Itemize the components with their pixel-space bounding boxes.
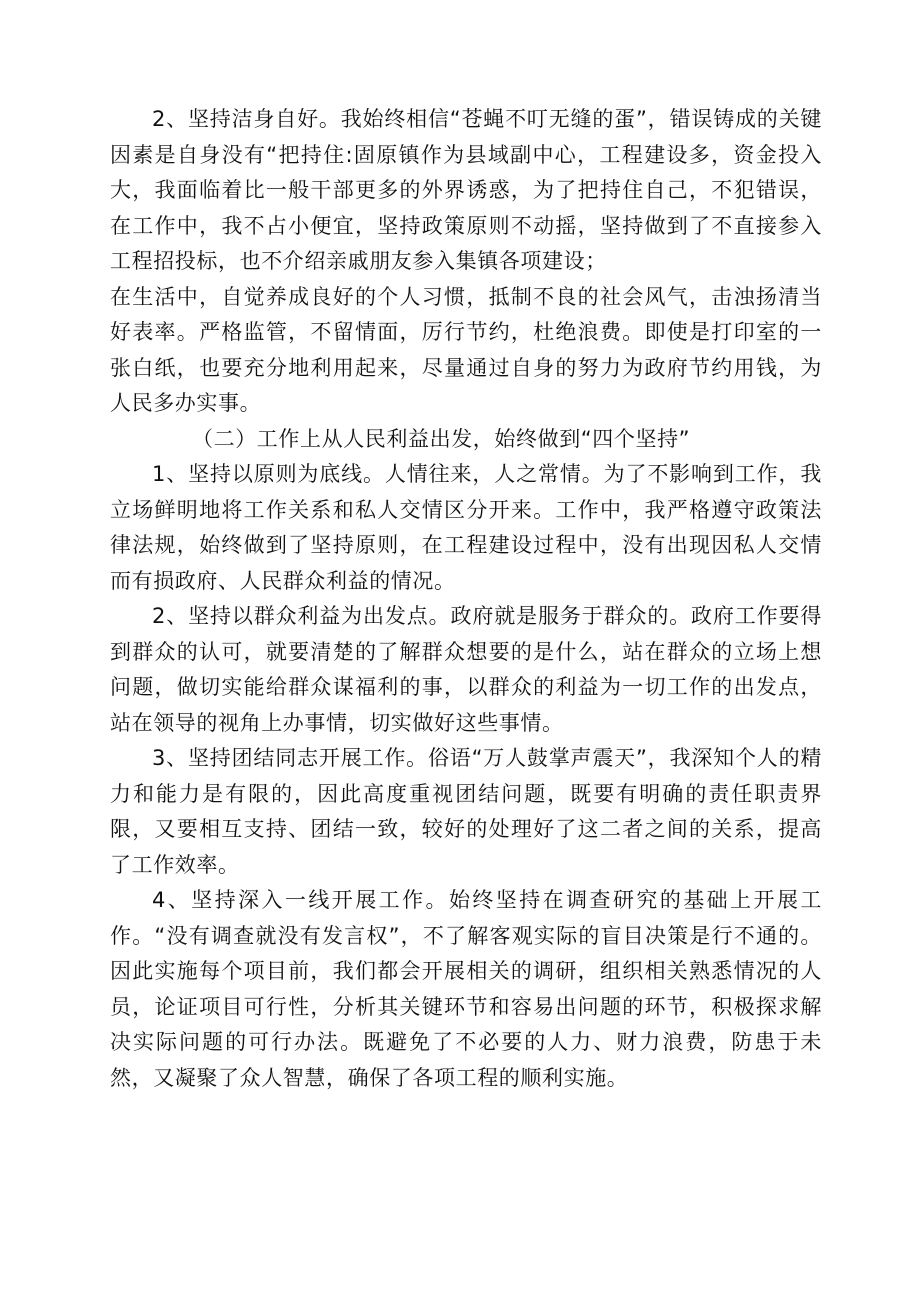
item-unity: 3、坚持团结同志开展工作。俗语“万人鼓掌声震天”，我深知个人的精力和能力是有限的，因此高度重视团结问题，既要有明确的责任职责界限，又要相互支持、团结一致，较好的处理好了这二者之间的关系，提高了工作效率。: [110, 746, 822, 877]
section-heading: （二）工作上从人民利益出发，始终做到“四个坚持”: [192, 426, 691, 451]
document-page: [110, 102, 822, 1096]
item-frontline: 4、坚持深入一线开展工作。始终坚持在调查研究的基础上开展工作。“没有调查就没有发言权”，不了解客观实际的盲目决策是行不通的。因此实施每个项目前，我们都会开展相关的调研，组织相关熟悉情况的人员，论证项目可行性，分析其关键环节和容易出问题的环节，积极探求解决实际问题的可行办法。既避免了不必要的人力、财力浪费，防患于未然，又凝聚了众人智慧，确保了各项工程的顺利实施。: [110, 888, 822, 1090]
item-principle: 1、坚持以原则为底线。人情往来，人之常情。为了不影响到工作，我立场鲜明地将工作关系和私人交情区分开来。工作中，我严格遵守政策法律法规，始终做到了坚持原则，在工程建设过程中，没有出现因私人交情而有损政府、人民群众利益的情况。: [110, 462, 822, 593]
paragraph-daily-life: 在生活中，自觉养成良好的个人习惯，抵制不良的社会风气，击浊扬清当好表率。严格监管，不留情面，厉行节约，杜绝浪费。即使是打印室的一张白纸，也要充分地利用起来，尽量通过自身的努力为政府节约用钱，为人民多办实事。: [110, 284, 822, 415]
paragraph-self-discipline: 2、坚持洁身自好。我始终相信“苍蝇不叮无缝的蛋”，错误铸成的关键因素是自身没有“把持住:固原镇作为县域副中心，工程建设多，资金投入大，我面临着比一般干部更多的外界诱惑，为了把持住自己，不犯错误，在工作中，我不占小便宜，坚持政策原则不动摇，坚持做到了不直接参入工程招投标，也不介绍亲戚朋友参入集镇各项建设；: [110, 107, 822, 273]
item-mass-interest: 2、坚持以群众利益为出发点。政府就是服务于群众的。政府工作要得到群众的认可，就要清楚的了解群众想要的是什么，站在群众的立场上想问题，做切实能给群众谋福利的事，以群众的利益为一切工作的出发点，站在领导的视角上办事情，切实做好这些事情。: [110, 604, 822, 735]
